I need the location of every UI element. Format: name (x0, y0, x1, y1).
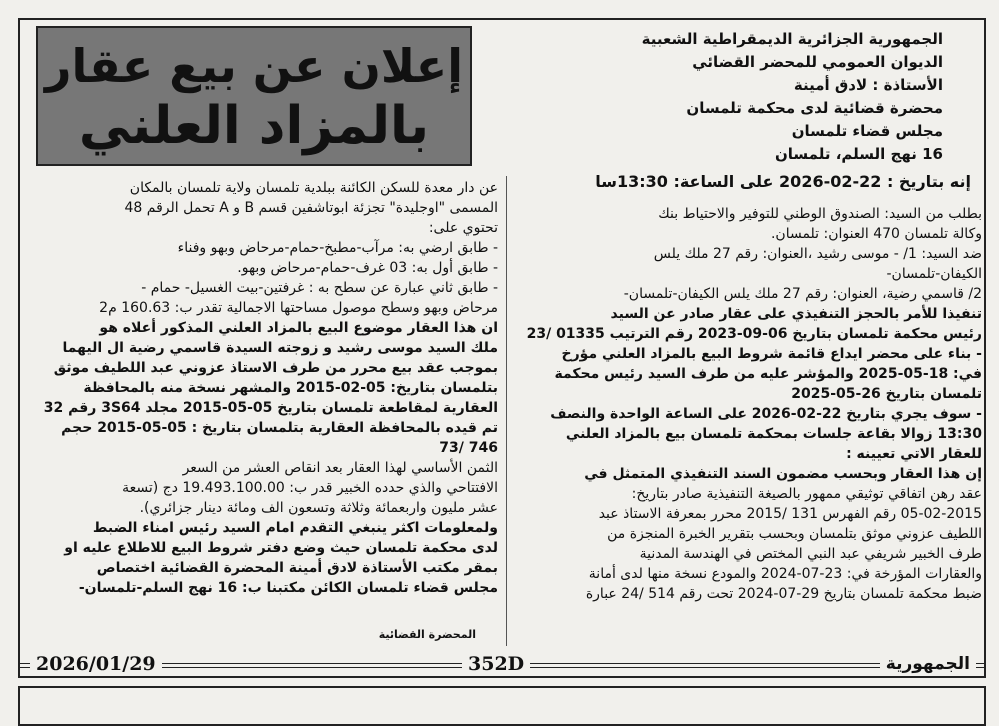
bailiff-header (563, 28, 943, 166)
text-line: إن هذا العقار وبحسب مضمون السند التنفيذي المتمثل في (584, 466, 982, 482)
text-line: عقد رهن اتفاقي توثيقي ممهور بالصيغة التنفيذية صادر بتاريخ: (631, 486, 982, 502)
column-divider (506, 176, 507, 646)
text-line: تم قيده بالمحافظة العقارية بتلمسان بتاريخ : 05-05-2015 حجم (61, 420, 498, 436)
page-footer (18, 650, 986, 678)
text-line: ضبط محكمة تلمسان بتاريخ 29-07-2024 تحت رقم 514 /24 عبارة (585, 586, 982, 602)
text-line: - طابق ثاني عبارة عن سطح به : غرفتين-بيت الغسيل- حمام - (141, 280, 498, 296)
text-line: مرحاض وبهو وسطح موصول مساحتها الاجمالية تقدر ب: 160.63 م2 (99, 300, 498, 316)
text-line: - طابق أول به: 03 غرف-حمام-مرحاض وبهو. (237, 260, 498, 276)
signature-label: المحضرة القضائية (378, 628, 476, 641)
text-line: للعقار الاتي تعيينه : (846, 446, 982, 462)
text-line: ولمعلومات اكثر ينبغي التقدم امام السيد رئيس امناء الضبط (92, 520, 498, 536)
announcement-date: إنه بتاريخ : 22-02-2026 على الساعة: 13:30سا (595, 172, 971, 191)
text-line: في: 18-05-2025 والمؤشر عليه من طرف السيد رئيس محكمة (554, 366, 982, 382)
text-line: بطلب من السيد: الصندوق الوطني للتوفير والاحتياط بنك (658, 206, 982, 222)
text-line: الثمن الأساسي لهذا العقار بعد انقاص العشر من السعر (182, 460, 498, 476)
text-line: لدى محكمة تلمسان حيث وضع دفتر شروط البيع للاطلاع عليه او (64, 540, 498, 556)
text-line: 2/ قاسمي رضية، العنوان: رقم 27 ملك يلس الكيفان-تلمسان- (623, 286, 982, 302)
text-line: 05-02-2015 رقم الفهرس 131 /2015 محرر بمعرفة الاستاذ عبد (598, 506, 982, 522)
headline-line-2: بالمزاد العلني (78, 96, 430, 156)
issue-date: 2026/01/29 (30, 652, 162, 676)
text-line: اللطيف عزوني موثق بتلمسان وبحسب بتقرير الخبرة المنجزة من (607, 526, 982, 542)
text-line: 746 /73 (439, 440, 498, 456)
text-line: الكيفان-تلمسان- (886, 266, 982, 282)
text-line: الافتتاحي والذي حدده الخبير قدر ب: 19.493.100.00 دج (تسعة (122, 480, 498, 496)
text-line: ان هذا العقار موضوع البيع بالمزاد العلني المذكور أعلاه هو (99, 320, 498, 336)
text-line: مجلس قضاء تلمسان الكائن مكتبنا ب: 16 نهج السلم-تلمسان- (78, 580, 498, 596)
headline-line-1: إعلان عن بيع عقار (45, 39, 463, 93)
text-line: ملك السيد موسى رشيد و زوجته السيدة قاسمي رضية ال اليهما (62, 340, 498, 356)
text-line: وكالة تلمسان 470 العنوان: تلمسان. (770, 226, 982, 242)
text-line: - سوف يجري بتاريخ 22-02-2026 على الساعة الواحدة والنصف (550, 406, 982, 422)
text-line: - طابق ارضي به: مرآب-مطبخ-حمام-مرحاض وبهو وفناء (177, 240, 498, 256)
text-line: 13:30 زوالا بقاعة جلسات بمحكمة تلمسان بيع بالمزاد العلني (565, 426, 982, 442)
text-line: العقارية لمقاطعة تلمسان بتاريخ 05-05-2015 مجلد 3S64 رقم 32 (43, 400, 498, 416)
text-line: تنفيذا للأمر بالحجز التنفيذي على عقار صادر عن السيد (610, 306, 982, 322)
text-line: ضد السيد: 1/ - موسى رشيد ،العنوان: رقم 27 ملك يلس (653, 246, 982, 262)
page-number: 352D (462, 652, 530, 676)
text-line: المسمى "اوجليدة" تجزئة ابوتاشفين قسم B و A تحمل الرقم 48 (124, 200, 498, 216)
right-column (512, 204, 982, 604)
header-court: محضرة قضائية لدى محكمة تلمسان (686, 99, 943, 117)
header-republic: الجمهورية الجزائرية الديمقراطية الشعبية (641, 30, 943, 48)
text-line: طرف الخبير شريفي عبد النبي المختص في الهندسة المدنية (639, 546, 982, 562)
text-line: تحتوي على: (428, 220, 498, 236)
header-bailiff-name: الأستاذة : لادق أمينة (793, 76, 943, 94)
text-line: - بناء على محضر ايداع قائمة شروط البيع بالمزاد العلني مؤرخ (561, 346, 982, 362)
header-address: 16 نهج السلم، تلمسان (774, 145, 943, 163)
newspaper-logo: الجمهورية (880, 652, 976, 676)
headline-banner (36, 26, 472, 166)
header-council: مجلس قضاء تلمسان (791, 122, 943, 140)
text-line: تلمسان بتاريخ 26-05-2025 (791, 386, 982, 402)
text-line: بتلمسان بتاريخ: 05-02-2015 والمشهر نسخة منه بالمحافظة (83, 380, 498, 396)
text-line: عن دار معدة للسكن الكائنة ببلدية تلمسان ولاية تلمسان بالمكان (129, 180, 498, 196)
text-line: والعقارات المؤرخة في: 23-07-2024 والمودع نسخة منها لدى أمانة (588, 566, 982, 582)
next-announcement-frame (18, 686, 986, 726)
text-line: بمقر مكتب الأستاذة لادق أمينة المحضرة القضائية اختصاص (96, 560, 498, 576)
header-office: الديوان العمومي للمحضر القضائي (692, 53, 943, 71)
left-column (28, 178, 498, 598)
text-line: عشر مليون واربعمائة وثلاثة وتسعون الف ومائة دينار جزائري). (139, 500, 498, 516)
text-line: رئيس محكمة تلمسان بتاريخ 06-09-2023 رقم الترتيب 01335 /23 (526, 326, 982, 342)
text-line: بموجب عقد بيع محرر من طرف الاستاذ عزوني عبد اللطيف موثق (53, 360, 498, 376)
